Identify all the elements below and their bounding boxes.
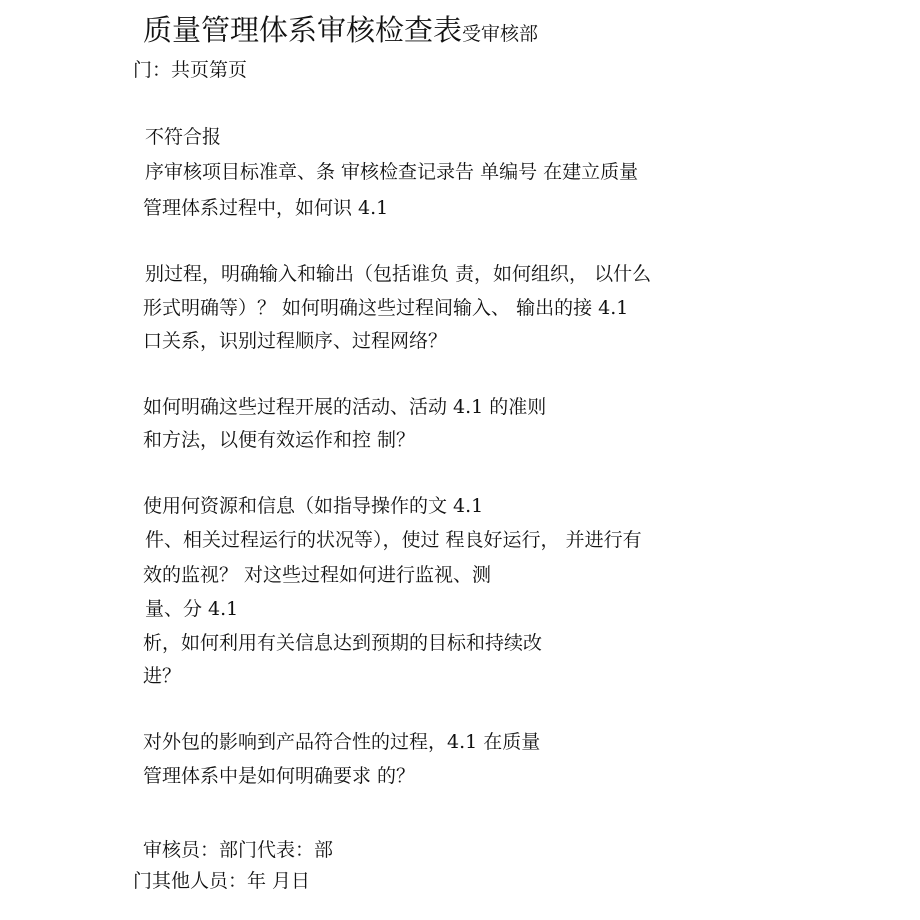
text-line: 使用何资源和信息（如指导操作的文 4.1 — [143, 495, 484, 517]
footer-date-line: 门其他人员：年 月日 — [133, 870, 311, 892]
text-line: 不符合报 — [145, 126, 222, 148]
text-line: 序审核项目标准章、条 审核检查记录告 单编号 在建立质量 — [145, 161, 639, 183]
footer-auditor-line: 审核员：部门代表：部 — [143, 839, 334, 861]
title-suffix: 受审核部 — [462, 23, 539, 45]
text-line: 和方法，以便有效运作和控 制？ — [143, 429, 416, 451]
text-line: 口关系，识别过程顺序、过程网络？ — [143, 330, 448, 352]
text-line: 进？ — [143, 665, 182, 687]
page-title — [143, 8, 538, 49]
header-dept-line: 门：共页第页 — [133, 59, 248, 81]
title-main: 质量管理体系审核检查表 — [143, 13, 463, 47]
text-line: 效的监视？ 对这些过程如何进行监视、测 — [143, 564, 492, 586]
text-line: 管理体系中是如何明确要求 的？ — [143, 765, 416, 787]
text-line: 对外包的影响到产品符合性的过程，4.1 在质量 — [143, 731, 541, 753]
text-line: 量、分 4.1 — [145, 598, 239, 620]
text-line: 件、相关过程运行的状况等），使过 程良好运行， 并进行有 — [145, 529, 642, 551]
text-line: 管理体系过程中，如何识 4.1 — [143, 197, 389, 219]
text-line: 形式明确等）？ 如何明确这些过程间输入、 输出的接 4.1 — [143, 297, 629, 319]
text-line: 如何明确这些过程开展的活动、活动 4.1 的准则 — [143, 396, 547, 418]
text-line: 析，如何利用有关信息达到预期的目标和持续改 — [143, 632, 543, 654]
text-line: 别过程，明确输入和输出（包括谁负 责，如何组织， 以什么 — [145, 263, 652, 285]
